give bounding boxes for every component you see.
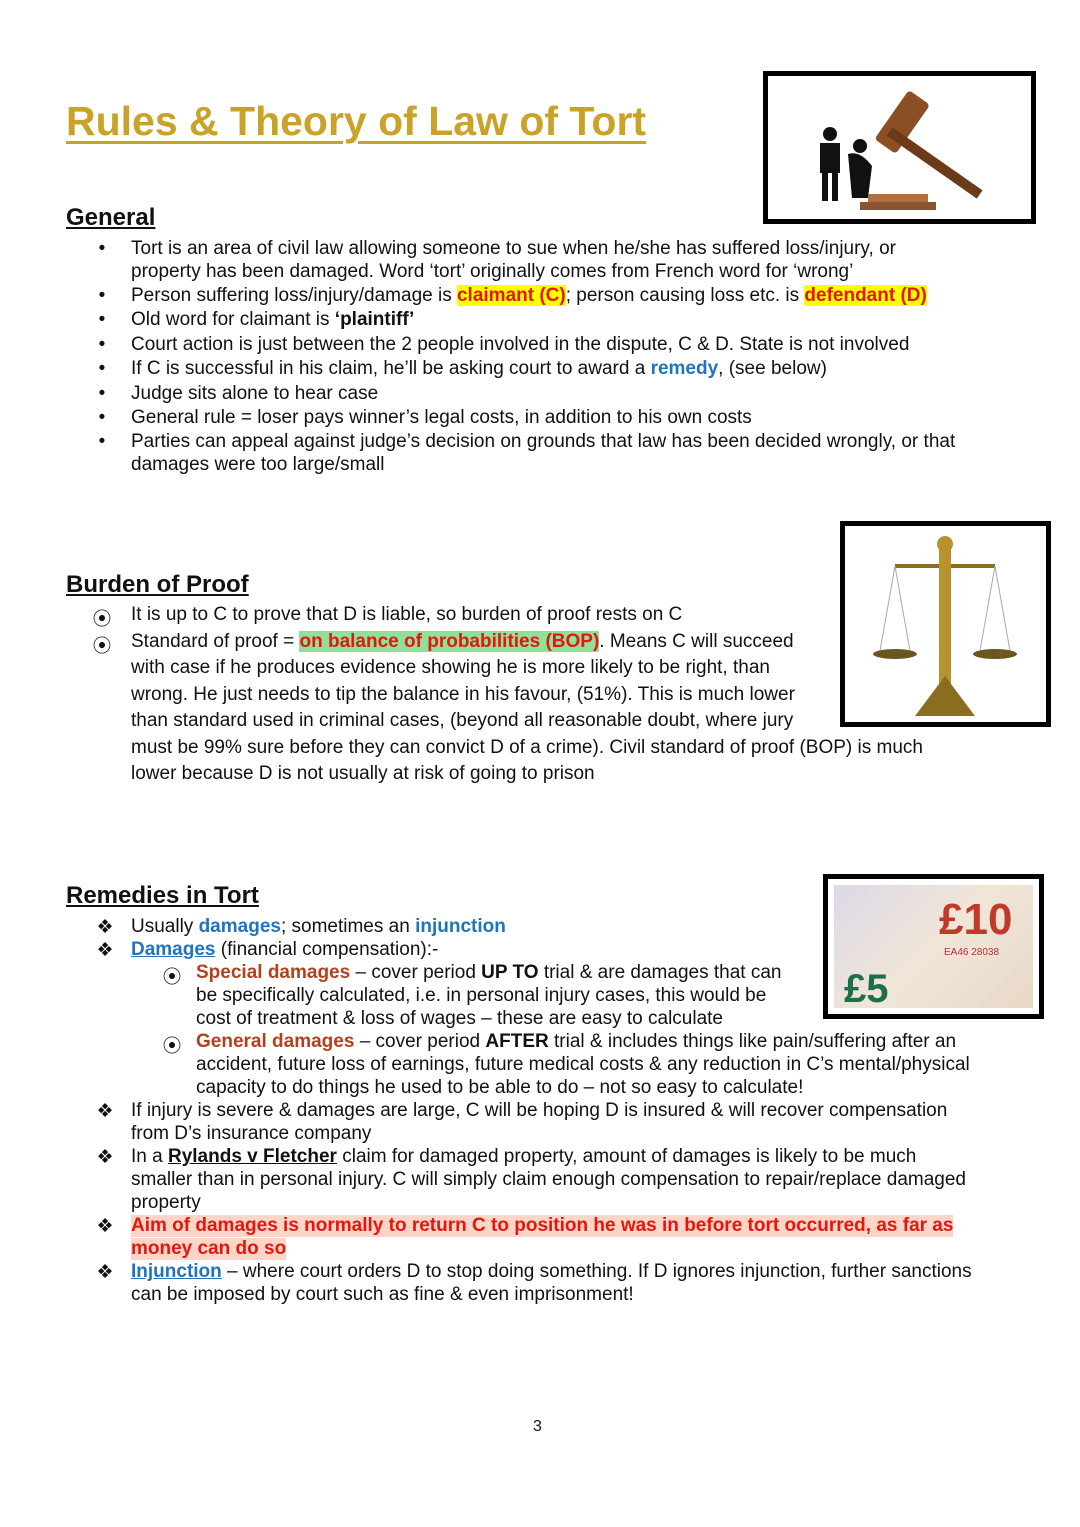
general-line: property has been damaged. Word ‘tort’ originally comes from French word for ‘wrong’ xyxy=(131,261,854,282)
general-line: Court action is just between the 2 people involved in the dispute, C & D. State is not involved xyxy=(131,334,910,355)
remedies-line: property xyxy=(131,1192,201,1213)
remedies-line: Special damages – cover period UP TO trial & are damages that can xyxy=(196,962,782,983)
remedies-line: If injury is severe & damages are large, C will be hoping D is insured & will recover compensation xyxy=(131,1100,948,1121)
general-line: Tort is an area of civil law allowing someone to sue when he/she has suffered loss/injury, or xyxy=(131,238,896,259)
remedies-key-point: money can do so xyxy=(131,1238,287,1259)
general-line: If C is successful in his claim, he’ll be asking court to award a remedy, (see below) xyxy=(131,358,827,379)
heading-burden-of-proof: Burden of Proof xyxy=(66,571,249,598)
gavel-icon xyxy=(768,76,1031,219)
general-line: Parties can appeal against judge’s decision on grounds that law has been decided wrongly, or that xyxy=(131,431,956,452)
remedies-line: cost of treatment & loss of wages – these are easy to calculate xyxy=(196,1008,723,1029)
remedies-line: Injunction – where court orders D to stop doing something. If D ignores injunction, further sanctions xyxy=(131,1261,972,1282)
general-line: Old word for claimant is ‘plaintiff’ xyxy=(131,309,415,330)
heading-remedies: Remedies in Tort xyxy=(66,882,259,909)
general-line: General rule = loser pays winner’s legal costs, in addition to his own costs xyxy=(131,407,752,428)
remedies-line: can be imposed by court such as fine & even imprisonment! xyxy=(131,1284,634,1305)
banknote-serial: EA46 28038 xyxy=(944,947,1000,958)
heading-general: General xyxy=(66,204,156,231)
burden-line: Standard of proof = on balance of probabilities (BOP). Means C will succeed xyxy=(131,631,794,652)
remedies-line: from D’s insurance company xyxy=(131,1123,372,1144)
gavel-image xyxy=(763,71,1036,224)
burden-line: with case if he produces evidence showing he is more likely to be right, than xyxy=(131,657,770,678)
general-line: damages were too large/small xyxy=(131,454,385,475)
banknotes-image xyxy=(823,874,1044,1019)
page-number: 3 xyxy=(533,1418,542,1435)
remedies-line: Usually damages; sometimes an injunction xyxy=(131,916,506,937)
burden-line: must be 99% sure before they can convict D of a crime). Civil standard of proof (BOP) is much xyxy=(131,737,923,758)
banknote-label: £10 xyxy=(939,895,1013,944)
remedies-key-point: Aim of damages is normally to return C to position he was in before tort occurred, as far as xyxy=(131,1215,954,1236)
scales-icon xyxy=(845,526,1046,722)
remedies-line: General damages – cover period AFTER trial & includes things like pain/suffering after an xyxy=(196,1031,957,1052)
burden-line: wrong. He just needs to tip the balance in his favour, (51%). This is much lower xyxy=(131,684,795,705)
burden-line: than standard used in criminal cases, (beyond all reasonable doubt, where jury xyxy=(131,710,794,731)
burden-line: It is up to C to prove that D is liable, so burden of proof rests on C xyxy=(131,604,683,625)
document-page: Rules & Theory of Law of Tort £10 EA46 28038 £5 General • Tort is an area of civil law allowing someone to sue when he/she has suffered loss/injury, or property has been damaged. Word ‘tort’ originally comes from French word for ‘wrong’ • Person suffering loss/injury/damage is claimant (C); person causing loss etc. is defendant (D) • Old word for claimant is ‘plaintiff’ • Court action is just between the 2 people involved in the dispute, C & D. State is not involved • If C is successful in his claim, he’ll be asking court to award a remedy, (see below) • Judge sits alone to hear case • General rule = loser pays winner’s legal costs, in addition to his own costs • Parties can appeal against judge’s decision on grounds that law has been decided wrongly, or that damages were too large/small Burden of Proof ⦿ It is up to C to prove that D is liable, so burden of proof rests on C ⦿ Standard of proof = on balance of probabilities (BOP). Means C will succeed with case if he produces evidence showing he is more likely to be right, than wrong. He just needs to tip the balance in his favour, (51%). This is much lower than standard used in criminal cases, (beyond all reasonable doubt, where jury must be 99% sure before they can convict D of a crime). Civil standard of proof (BOP) is much lower because D is not usually at risk of going to prison Remedies in Tort ❖ Usually damages; sometimes an injunction ❖ Damages (financial compensation):- ⦿ Special damages – cover period UP TO trial & are damages that can be specifically calculated, i.e. in personal injury cases, this would be cost of treatment & loss of wages – these are easy to calculate ⦿ General damages – cover period AFTER trial & includes things like pain/suffering after an accident, future loss of earnings, future medical costs & any reduction in C’s mental/physical capacity to do things he used to be able to do – not so easy to calculate! ❖ If injury is severe & damages are large, C will be hoping D is insured & will recover compensation from D’s insurance company ❖ In a Rylands v Fletcher claim for damaged property, amount of damages is likely to be much smaller than in personal injury. C will simply claim enough compensation to repair/replace damaged property ❖ Aim of damages is normally to return C to position he was in before tort occurred, as far as money can do so ❖ Injunction – where court orders D to stop doing something. If D ignores injunction, further sanctions can be imposed by court such as fine & even imprisonment! 3 xyxy=(0,0,1080,1527)
burden-line: lower because D is not usually at risk of going to prison xyxy=(131,763,595,784)
remedies-line: capacity to do things he used to be able to do – not so easy to calculate! xyxy=(196,1077,804,1098)
general-line: Judge sits alone to hear case xyxy=(131,383,379,404)
remedies-line: accident, future loss of earnings, future medical costs & any reduction in C’s mental/physical xyxy=(196,1054,970,1075)
scales-of-justice-image xyxy=(840,521,1051,727)
remedies-line: be specifically calculated, i.e. in personal injury cases, this would be xyxy=(196,985,767,1006)
remedies-line: In a Rylands v Fletcher claim for damaged property, amount of damages is likely to be much xyxy=(131,1146,917,1167)
general-line: Person suffering loss/injury/damage is claimant (C); person causing loss etc. is defendant (D) xyxy=(131,285,927,306)
remedies-line: Damages (financial compensation):- xyxy=(131,939,439,960)
page-title: Rules & Theory of Law of Tort xyxy=(66,98,647,144)
banknote-label-5: £5 xyxy=(844,967,889,1008)
remedies-line: smaller than in personal injury. C will simply claim enough compensation to repair/replace damaged xyxy=(131,1169,966,1190)
